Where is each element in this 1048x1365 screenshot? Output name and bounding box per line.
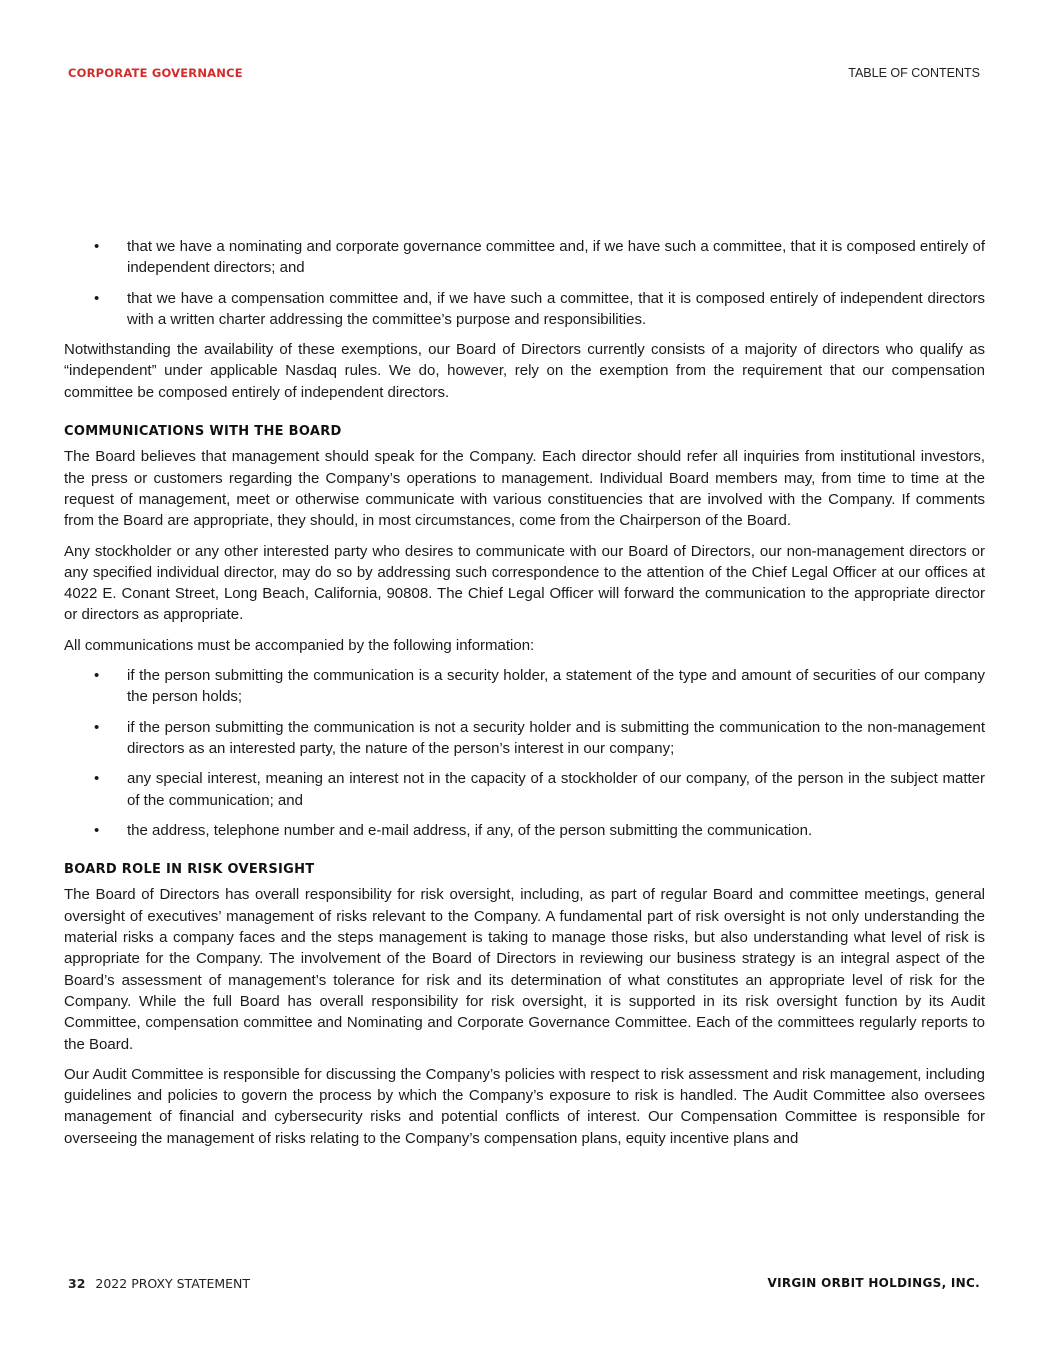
bullet-icon: • <box>94 718 100 736</box>
bullet-icon: • <box>94 821 100 839</box>
list-item: • that we have a nominating and corporate governance committee and, if we have such a committee, that it is composed entirely of independent directors; and <box>94 238 985 277</box>
company-name: VIRGIN ORBIT HOLDINGS, INC. <box>767 1276 980 1290</box>
page-number: 32 <box>68 1276 86 1291</box>
bullet-icon: • <box>94 667 100 685</box>
list-item: • that we have a compensation committee and, if we have such a committee, that it is composed entirely of independent directors with a written charter addressing the committee’s purpose and responsibilities. <box>94 289 985 328</box>
footer-left <box>68 1276 250 1291</box>
document-title: 2022 PROXY STATEMENT <box>95 1276 251 1291</box>
communications-bullet-list <box>64 665 985 841</box>
communications-heading: COMMUNICATIONS WITH THE BOARD <box>64 424 342 440</box>
page-body <box>64 236 985 1158</box>
communications-paragraph-3: All communications must be accompanied by the following information: <box>64 636 535 654</box>
list-item: • if the person submitting the communication is a security holder, a statement of the type and amount of securities of our company the person holds; <box>94 667 985 706</box>
communications-paragraph-1: The Board believes that management should speak for the Company. Each director should refer all inquiries from institutional investors, the press or customers regarding the Company’s operations to management. Individual Board members may, from time to time at the request of management, meet or otherwise communicate with various constituencies that are involved with the Company. If comments from the Board are appropriate, they should, in most circumstances, come from the Chairperson of the Board. <box>64 448 985 530</box>
bullet-icon: • <box>94 770 100 788</box>
list-item: • if the person submitting the communication is not a security holder and is submitting the communication to the non-management directors as an interested party, the nature of the person’s interest in our company; <box>94 718 985 757</box>
intro-paragraph: Notwithstanding the availability of these exemptions, our Board of Directors currently consists of a majority of directors who qualify as “independent” under applicable Nasdaq rules. We do, however, rely on the exemption from the requirement that our compensation committee be composed entirely of independent directors. <box>64 341 985 401</box>
bullet-icon: • <box>94 289 100 307</box>
risk-oversight-heading: BOARD ROLE IN RISK OVERSIGHT <box>64 862 315 878</box>
risk-paragraph-1: The Board of Directors has overall responsibility for risk oversight, including, as part of regular Board and committee meetings, general oversight of executives’ management of risks relevant to the Company. A fundamental part of risk oversight is not only understanding the material risks a company faces and the steps management is taking to manage those risks, but also understanding what level of risk is appropriate for the Company. The involvement of the Board of Directors in reviewing our business strategy is an integral aspect of the Board’s assessment of management’s tolerance for risk and its determination of what constitutes an appropriate level of risk for the Company. While the full Board has overall responsibility for risk oversight, it is supported in its risk oversight function by its Audit Committee, compensation committee and Nominating and Corporate Governance Committee. Each of the committees regularly reports to the Board. <box>64 886 985 1053</box>
section-label: CORPORATE GOVERNANCE <box>68 66 243 80</box>
communications-paragraph-2: Any stockholder or any other interested party who desires to communicate with our Board of Directors, our non-management directors or any specified individual director, may do so by addressing such correspondence to the attention of the Chief Legal Officer at our offices at 4022 E. Conant Street, Long Beach, California, 90808. The Chief Legal Officer will forward the communication to the appropriate director or directors as appropriate. <box>64 542 985 624</box>
list-item: • the address, telephone number and e-mail address, if any, of the person submitting the communication. <box>64 820 985 841</box>
intro-bullet-list <box>64 236 985 330</box>
bullet-icon: • <box>94 238 100 255</box>
list-item: • any special interest, meaning an interest not in the capacity of a stockholder of our company, of the person in the subject matter of the communication; and <box>94 770 985 809</box>
table-of-contents-link[interactable]: TABLE OF CONTENTS <box>848 66 980 80</box>
risk-paragraph-2: Our Audit Committee is responsible for discussing the Company’s policies with respect to risk assessment and risk management, including guidelines and policies to govern the process by which the Company’s exposure to risk is handled. The Audit Committee also oversees management of financial and cybersecurity risks and potential conflicts of interest. Our Compensation Committee is responsible for overseeing the management of risks relating to the Company’s compensation plans, equity incentive plans and <box>64 1065 985 1147</box>
